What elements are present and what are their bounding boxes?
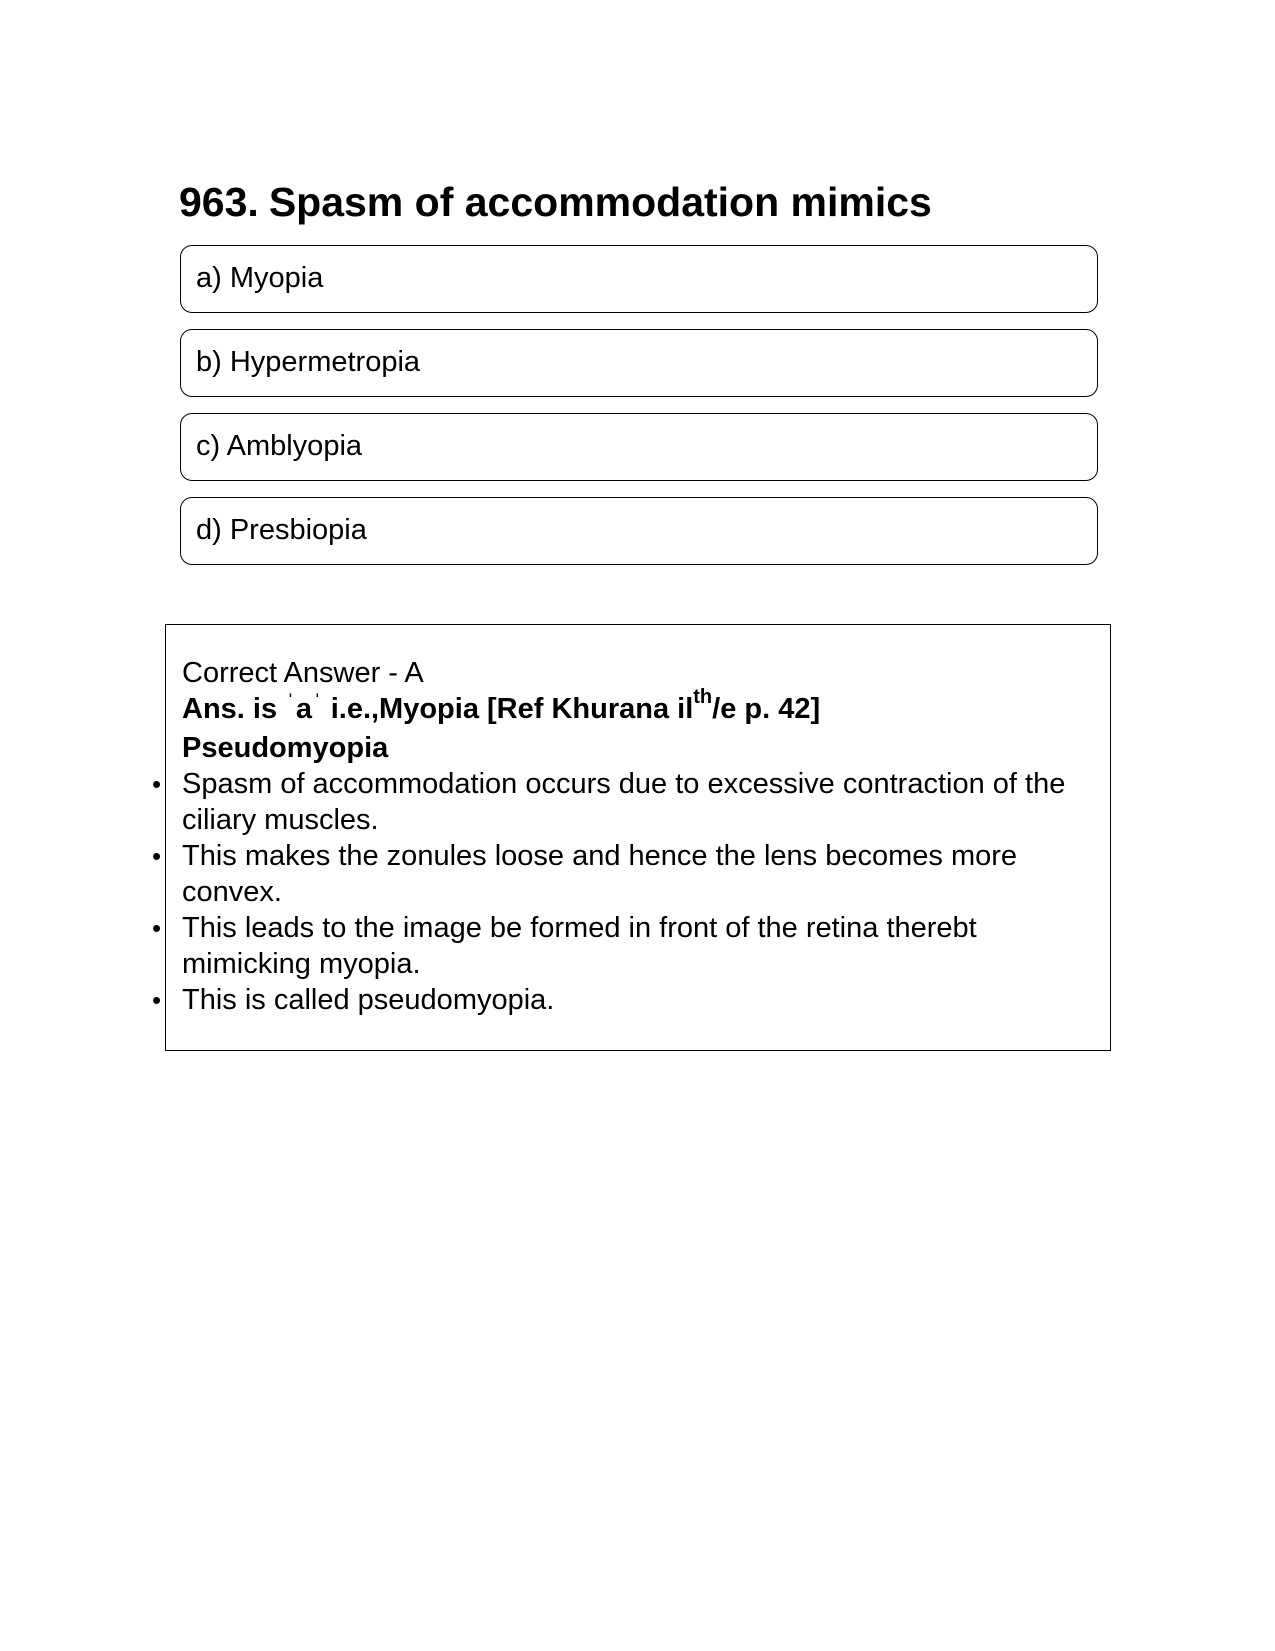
list-item: [152, 982, 1090, 1018]
list-item-text: This leads to the image be formed in front of the retina therebt mimicking myopia.: [182, 912, 977, 980]
options-list: [180, 245, 1098, 581]
answer-text: i.e.,Myopia [Ref Khurana il: [330, 693, 694, 725]
answer-suffix: /e p. 42]: [712, 693, 821, 725]
list-item: [152, 910, 1090, 982]
quote-mark-icon: ˈ: [287, 691, 294, 713]
section-heading: Pseudomyopia: [182, 732, 389, 764]
answer-superscript: th: [693, 686, 713, 709]
explanation-bullet-list: [152, 766, 1090, 1018]
bullet-icon: •: [152, 913, 162, 943]
answer-letter: a: [295, 693, 312, 725]
answer-reference-line: [182, 686, 1090, 730]
bullet-icon: •: [152, 985, 162, 1015]
question-title: [179, 176, 1099, 228]
option-b[interactable]: b) Hypermetropia: [180, 329, 1098, 397]
list-item-text: Spasm of accommodation occurs due to excessive contraction of the ciliary muscles.: [182, 768, 1066, 836]
option-c[interactable]: c) Amblyopia: [180, 413, 1098, 481]
bullet-icon: •: [152, 841, 162, 871]
option-d[interactable]: d) Presbiopia: [180, 497, 1098, 565]
answer-explanation-box: [152, 624, 1111, 1051]
question-number: 963.: [179, 179, 259, 225]
list-item: [152, 838, 1090, 910]
bullet-icon: •: [152, 769, 162, 799]
answer-prefix: Ans. is: [182, 693, 278, 725]
option-a[interactable]: a) Myopia: [180, 245, 1098, 313]
list-item: [152, 766, 1090, 838]
list-item-text: This makes the zonules loose and hence the lens becomes more convex.: [182, 840, 1018, 908]
question-text: Spasm of accommodation mimics: [268, 179, 932, 225]
quote-mark-icon: ˈ: [313, 691, 321, 713]
correct-answer-line: Correct Answer - A: [182, 657, 424, 689]
list-item-text: This is called pseudomyopia.: [182, 984, 555, 1016]
